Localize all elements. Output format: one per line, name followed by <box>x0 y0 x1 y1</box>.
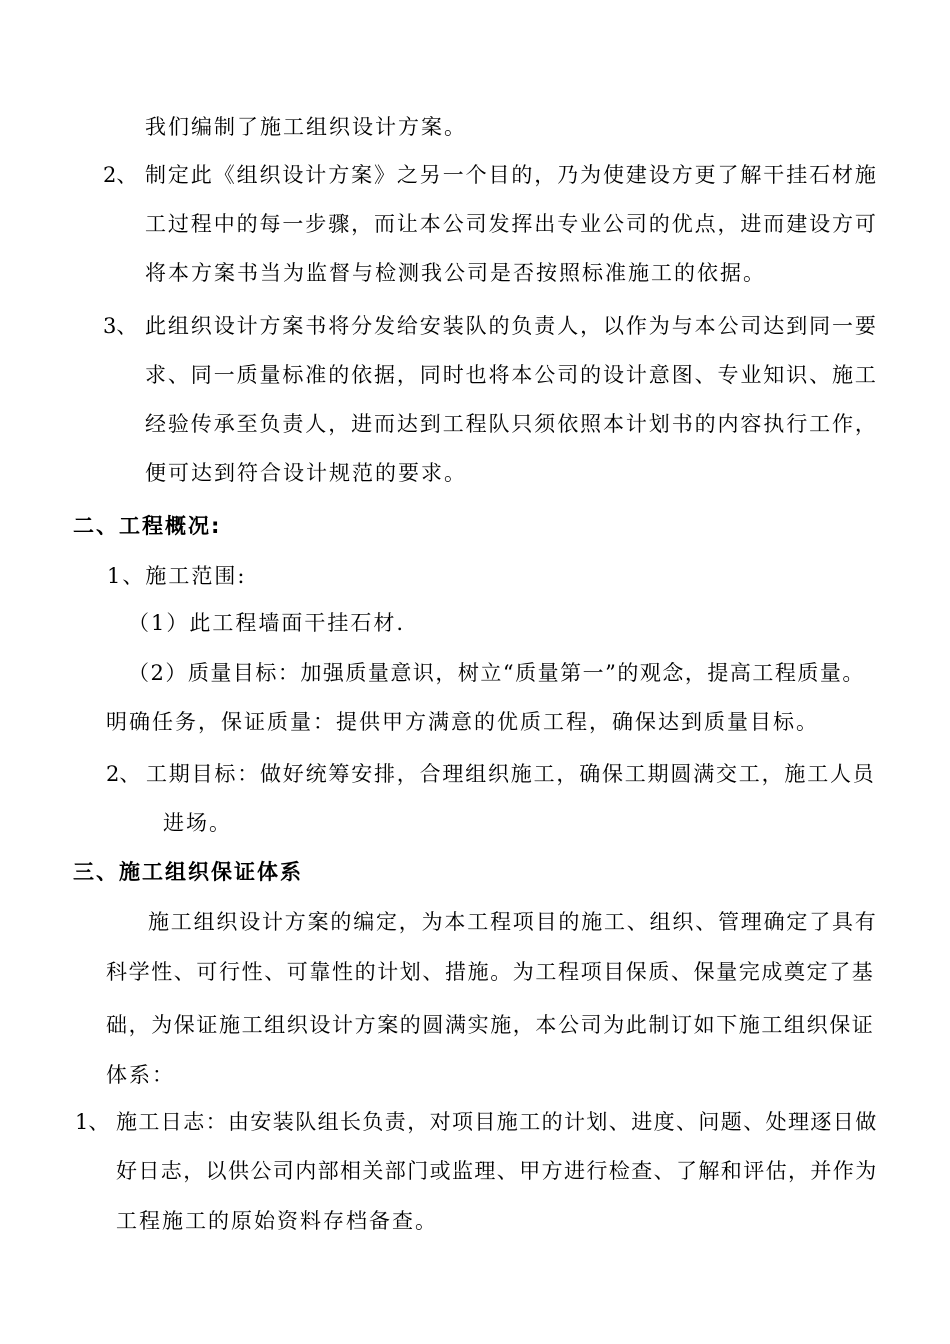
list-number: 2、 <box>106 762 141 786</box>
paragraph-line: 工期目标：做好统筹安排，合理组织施工，确保工期圆满交工，施工人员 <box>146 762 876 786</box>
paragraph-line: 施工日志：由安装队组长负责，对项目施工的计划、进度、问题、处理逐日做 <box>116 1110 878 1134</box>
paragraph-line: 进场。 <box>163 811 232 835</box>
paragraph-line: 我们编制了施工组织设计方案。 <box>145 115 467 139</box>
paragraph-line: 此组织设计方案书将分发给安装队的负责人，以作为与本公司达到同一要 <box>145 314 878 338</box>
paragraph-line: （2）质量目标：加强质量意识，树立“质量第一”的观念，提高工程质量。 <box>128 661 865 685</box>
section-heading: 三、施工组织保证体系 <box>73 860 303 884</box>
paragraph-line: （1）此工程墙面干挂石材. <box>128 611 406 635</box>
paragraph-line: 经验传承至负责人，进而达到工程队只须依照本计划书的内容执行工作， <box>145 412 878 436</box>
paragraph-line: 工程施工的原始资料存档备查。 <box>116 1209 438 1233</box>
paragraph-line: 将本方案书当为监督与检测我公司是否按照标准施工的依据。 <box>145 261 766 285</box>
list-number: 1、 <box>75 1110 110 1134</box>
paragraph-line: 础，为保证施工组织设计方案的圆满实施，本公司为此制订如下施工组织保证 <box>106 1013 875 1037</box>
list-number: 3、 <box>103 314 138 338</box>
paragraph-line: 好日志，以供公司内部相关部门或监理、甲方进行检查、了解和评估，并作为 <box>116 1159 878 1183</box>
paragraph-line: 施工组织设计方案的编定，为本工程项目的施工、组织、管理确定了具有 <box>148 910 878 934</box>
paragraph-line: 制定此《组织设计方案》之另一个目的，乃为使建设方更了解干挂石材施 <box>145 163 878 187</box>
paragraph-line: 科学性、可行性、可靠性的计划、措施。为工程项目保质、保量完成奠定了基 <box>106 960 875 984</box>
paragraph-line: 明确任务，保证质量：提供甲方满意的优质工程，确保达到质量目标。 <box>106 710 819 734</box>
paragraph-line: 求、同一质量标准的依据，同时也将本公司的设计意图、专业知识、施工 <box>145 363 878 387</box>
section-heading: 二、工程概况: <box>73 514 222 538</box>
subsection-title: 1、施工范围: <box>107 564 247 588</box>
paragraph-line: 体系： <box>106 1063 175 1087</box>
paragraph-line: 便可达到符合设计规范的要求。 <box>145 461 467 485</box>
paragraph-line: 工过程中的每一步骤，而让本公司发挥出专业公司的优点，进而建设方可 <box>145 212 878 236</box>
list-number: 2、 <box>103 163 138 187</box>
